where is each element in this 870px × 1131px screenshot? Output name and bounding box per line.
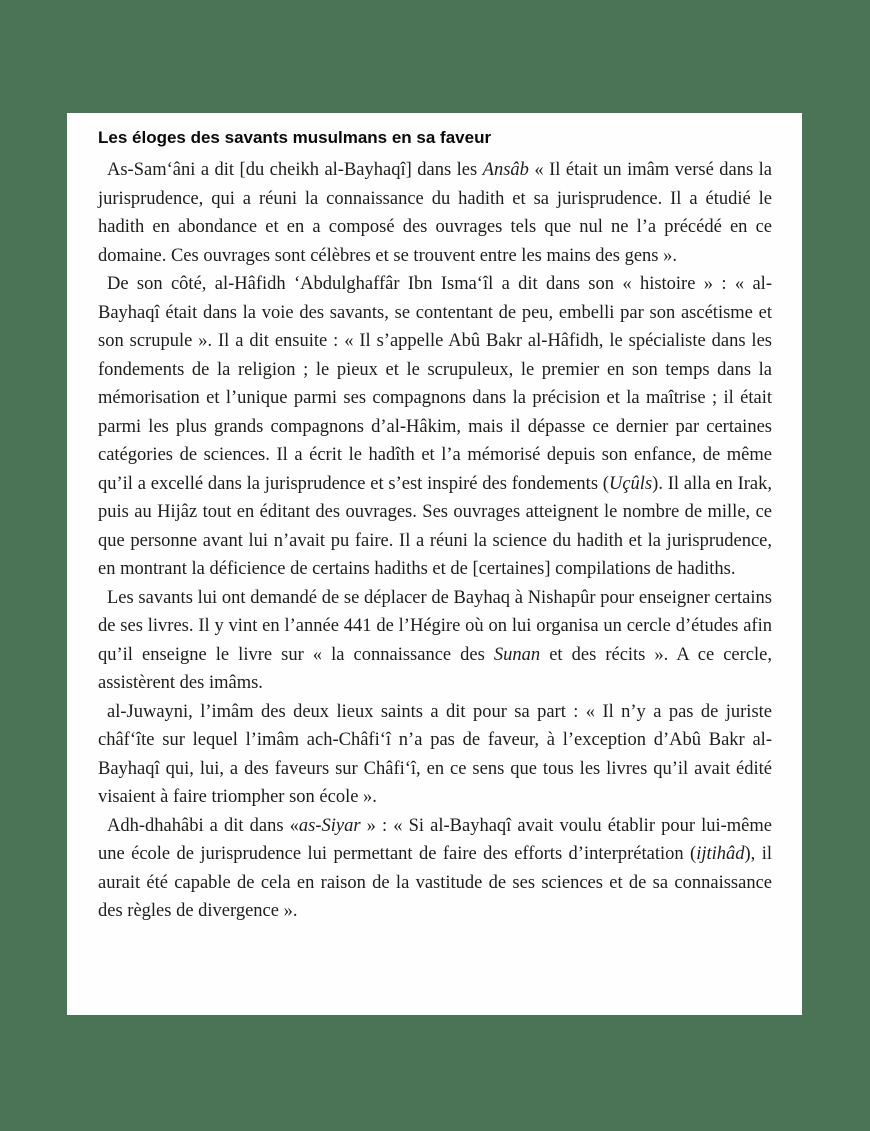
paragraph [98,156,772,270]
text-run: Adh-dhahâbi a dit dans « [107,815,299,836]
text-run: As-Sam‘âni a dit [du cheikh al-Bayhaqî] dans les [107,160,483,180]
paragraph [98,698,772,812]
text-run: » : « Si al-Bayhaqî avait voulu établir pour lui-même une école de jurisprudence lui permettant de faire des efforts d’interprétation ( [98,815,772,864]
italic-term: Uçûls [608,473,653,494]
text-run: « Il était un imâm versé dans la jurisprudence, qui a réuni la connaissance du hadith et sa jurisprudence. Il a étudié le hadith en abondance et en a composé des ouvrages tels que nul ne l’a précédé en ce domaine. Ces ouvrages sont célèbres et se trouvent entre les mains des gens ». [98,160,772,266]
italic-term: as-Siyar [298,815,361,836]
text-run: ). Il alla en Irak, puis au Hijâz tout en éditant des ouvrages. Ses ouvrages atteignent le nombre de mille, ce que personne avant lui n’avait pu faire. Il a réuni la science du hadith et la jurisprudence, en montrant la déficience de certains hadiths et de [certaines] compilations de hadiths. [98,473,772,579]
text-run: al-Juwayni, l’imâm des deux lieux saints a dit pour sa part : « Il n’y a pas de juriste châf‘îte sur lequel l’imâm ach-Châfi‘î n’a pas de faveur, à l’exception d’Abû Bakr al-Bayhaqî qui, lui, a des faveurs sur Châfi‘î, en ce sens que tous les livres qu’il avait édité visaient à faire triompher son école ». [98,701,772,807]
italic-term: Sunan [493,644,541,665]
document-page [67,113,802,1015]
text-run: ), il aurait été capable de cela en raison de la vastitude de ses sciences et de sa connaissance des règles de divergence ». [98,844,772,921]
section-heading: Les éloges des savants musulmans en sa faveur [98,128,492,147]
text-run: et des récits ». A ce cercle, assistèrent des imâms. [98,644,772,693]
italic-term: Ansâb [482,160,529,180]
italic-term: ijtihâd [696,844,745,864]
text-run: De son côté, al-Hâfidh ‘Abdulghaffâr Ibn Isma‘îl a dit dans son « histoire » : « al-Bayhaqî était dans la voie des savants, se contentant de peu, embelli par son ascétisme et son scrupule ». Il a dit ensuite : « Il s’appelle Abû Bakr al-Hâfidh, le spécialiste dans les fondements de la religion ; le pieux et le scrupuleux, le premier en son temps dans la mémorisation et l’unique parmi ses compagnons dans la précision et la maîtrise ; il était parmi les plus grands compagnons d’al-Hâkim, mais il dépasse ce dernier par certaines catégories de sciences. Il a écrit le hadîth et l’a mémorisé depuis son enfance, de même qu’il a excellé dans la jurisprudence et s’est inspiré des fondements ( [98,274,772,494]
paragraph [98,584,772,698]
paragraph [98,812,772,926]
text-run: Les savants lui ont demandé de se déplacer de Bayhaq à Nishapûr pour enseigner certains de ses livres. Il y vint en l’année 441 de l’Hégire où on lui organisa un cercle d’études afin qu’il enseigne le livre sur « la connaissance des [98,587,772,665]
paragraph [98,270,772,584]
document-body [98,156,772,926]
